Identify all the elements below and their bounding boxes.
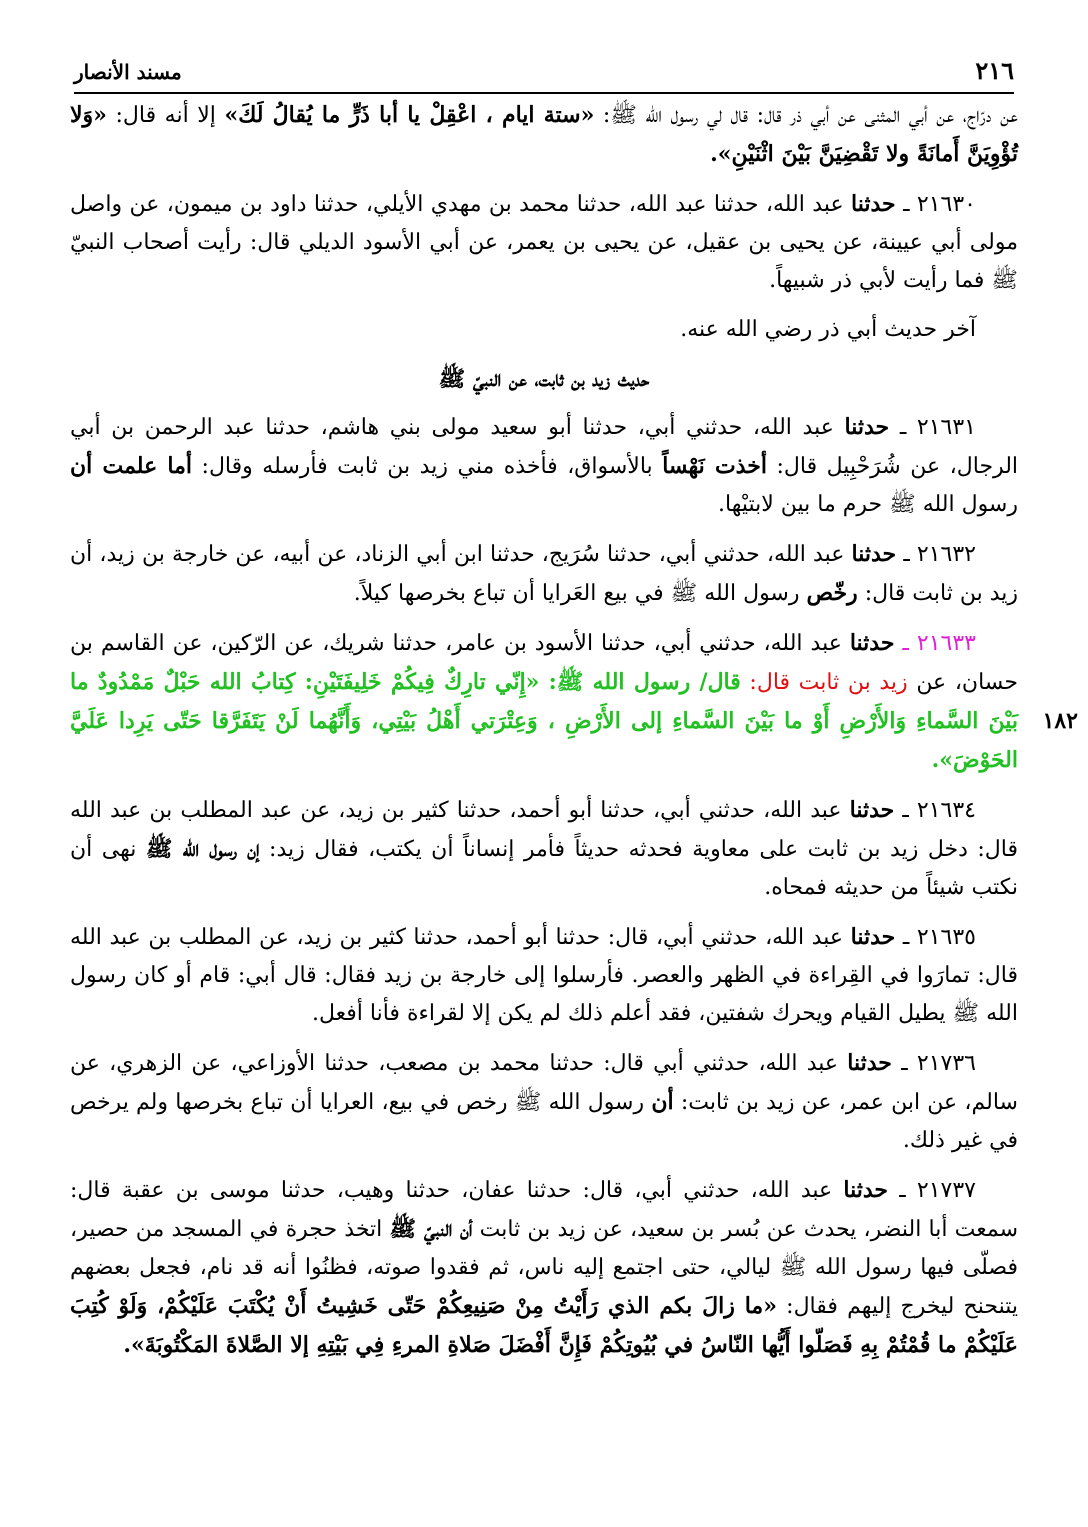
running-title: مسند الأنصار [74, 60, 182, 84]
narrator-highlight: زيد بن ثابت قال: [749, 670, 908, 695]
page-header [74, 52, 1014, 94]
hadith-text: عبد الله، حدثني أبي، حدثنا سُرَيج، حدثنا ابن أبي الزناد، عن أبيه، عن خارجة بن زيد، أن زيد بن ثابت قال: [70, 542, 1018, 606]
hadith-number: ٢١٦٣٤ ـ [902, 798, 976, 823]
hadith-text: عبد الله، حدثني أبي قال: حدثنا محمد بن مصعب، حدثنا الأوزاعي، عن الزهري، عن سالم، عن ابن عمر، عن زيد بن ثابت: [70, 1051, 1018, 1115]
hadith-21736 [70, 1044, 1018, 1160]
hadith-text: رسول الله ﷺ حرم ما بين لابتيْها. [718, 492, 1018, 517]
tahdith-word: حدثنا [849, 630, 895, 656]
hadith-thaqalayn-highlight: قال/ رسول الله ﷺ: «إِنّي تارِكٌ فِيكُمْ خَلِيفَتَيْنِ: كِتابُ الله حَبْلٌ مَمْدُودٌ ما بَيْنَ السَّماءِ وَالأَرْضِ أَوْ ما بَيْنَ السَّماءِ إلى الأَرْضِ ، وَعِتْرَتي أَهْلُ بَيْتِي، وَأَنَّهُما لَنْ يَتَفَرَّقا حَتّى يَرِدا عَلَيَّ الحَوْضَ». [70, 669, 1018, 773]
text: آخر حديث أبي ذر رضي الله عنه. [680, 317, 976, 342]
hadith-number: ٢١٦٣٥ ـ [902, 925, 976, 950]
hadith-text: عبد الله، حدثني أبي، قال: حدثنا أبو أحمد، حدثنا كثير بن زيد، عن المطلب بن عبد الله قال: تمارَوا في القِراءة في الظهر والعصر. فأرسلوا إلى خارجة بن زيد فقال: قال أبي: قام أو كان رسول الله ﷺ يطيل القيام ويحرك شفتين، فقد أعلم ذلك لم يكن إلا لقراءة فأنا أفعل. [70, 925, 1018, 1026]
hadith-text: بالأسواق، فأخذه مني زيد بن ثابت فأرسله وقال: [201, 454, 653, 479]
hadith-21633 [70, 624, 1018, 780]
hadith-21630 [70, 185, 1018, 300]
paragraph-continuation [70, 96, 1018, 174]
hadith-number-highlighted: ٢١٦٣٣ ـ [902, 631, 976, 656]
hadith-text: عبد الله، حدثني أبي، قال: حدثنا عفان، حدثنا وهيب، حدثنا موسى بن عقبة قال: سمعت أبا النضر، يحدث عن بُسر بن سعيد، عن زيد بن ثابت [70, 1178, 1018, 1242]
hadith-text: رسول الله ﷺ في بيع العَرايا أن تباع بخرصها كيلاً. [353, 581, 800, 606]
hadith-text: نهى أن نكتب شيئاً من حديثه فمحاه. [70, 837, 1018, 900]
closing-note [70, 311, 1018, 349]
hadith-text: عبد الله، حدثني أبي، حدثنا الأسود بن عامر، حدثنا شريك، عن الرّكين، عن القاسم بن حسان، عن [70, 631, 1019, 695]
hadith-21631 [70, 408, 1018, 524]
hadith-number: ٢١٦٣٢ ـ [903, 542, 976, 567]
hadith-text: عبد الله، حدثني أبي، حدثنا أبو سعيد مولى بني هاشم، حدثنا عبد الرحمن بن أبي الرجال، عن شُرَحْبِيل قال: [70, 415, 1019, 479]
bold-text: أخذت نَهْساً [662, 453, 767, 479]
hadith-text: عبد الله، حدثنا عبد الله، حدثنا محمد بن مهدي الأيلي، حدثنا داود بن ميمون، عن واصل مولى أبي عيينة، عن يحيى بن عقيل، عن يحيى بن يعمر، عن أبي الأسود الديلي قال: رأيت أصحاب النبيّ ﷺ فما رأيت لأبي ذر شبيهاً. [70, 192, 1018, 293]
margin-reference-number: ١٨٢ [1042, 708, 1078, 734]
hadith-21635 [70, 918, 1018, 1033]
bold-text: أن النبيّ ﷺ [389, 1216, 473, 1242]
tahdith-word: حدثنا [844, 414, 890, 440]
hadith-21632 [70, 535, 1018, 613]
bold-text: إن رسول الله ﷺ [145, 836, 260, 862]
bold-text: أن [651, 1089, 674, 1115]
tahdith-word: حدثنا [849, 797, 895, 823]
tahdith-word: حدثنا [843, 1177, 889, 1203]
section-heading: حديث زيد بن ثابت، عن النبيّ ﷺ [438, 366, 650, 392]
text: عن درّاج، عن أبي المثنى عن أبي ذر قال: قال لي رسول الله ﷺ: [602, 103, 1019, 128]
hadith-number: ٢١٦٣٠ ـ [903, 192, 976, 217]
hadith-number: ٢١٧٣٦ ـ [901, 1051, 976, 1076]
hadith-number: ٢١٧٣٧ ـ [899, 1178, 976, 1203]
text: إلا أنه قال: [115, 103, 216, 128]
hadith-21737 [70, 1171, 1018, 1365]
hadith-quote: «وَلا تُؤْوِيَنَّ أَمانَةً ولا تَقْضِيَنَّ بَيْنَ اثْنَيْنِ». [70, 102, 1018, 167]
hadith-quote: «ما زالَ بكم الذي رَأَيْتُ مِنْ صَنِيعِكُمْ حَتّى خَشِيتُ أَنْ يُكْتَبَ عَلَيْكُمْ، وَلَوْ كُتِبَ عَلَيْكُمْ ما قُمْتُمْ بِهِ فَصَلّوا أَيُّها النّاسُ في بُيُوتِكُمْ فَإِنَّ أَفْضَلَ صَلاةِ المرءِ فِي بَيْتِهِ إلا الصَّلاةَ المَكْتُوبَةَ». [70, 1293, 1018, 1358]
tahdith-word: حدثنا [851, 191, 896, 217]
hadith-quote: «ستة ايام ، اعْقِلْ يا أبا ذَرٍّ ما يُقالُ لَكَ» [224, 102, 595, 128]
hadith-21634 [70, 791, 1018, 907]
hadith-number: ٢١٦٣١ ـ [899, 415, 976, 440]
main-text [70, 96, 1018, 1376]
tahdith-word: حدثنا [847, 1050, 892, 1076]
bold-text: رخّص [806, 580, 858, 606]
hadith-text: اتخذ حجرة في المسجد من حصير، فصلّى فيها رسول الله ﷺ ليالي، حتى اجتمع إليه ناس، ثم فقدوا صوته، فظنُوا أنه قد نام، فجعل بعضهم يتنحنح ليخرج إليهم فقال: [70, 1217, 1018, 1319]
hadith-text: رسول الله ﷺ رخص في بيع، العرايا أن تباع بخرصها ولم يرخص في غير ذلك. [70, 1090, 1018, 1153]
hadith-text: عبد الله، حدثني أبي، حدثنا أبو أحمد، حدثنا كثير بن زيد، عن عبد المطلب بن عبد الله قال: دخل زيد بن ثابت على معاوية فحدثه حديثاً فأمر إنساناً أن يكتب، فقال زيد: [70, 798, 1018, 862]
tahdith-word: حدثنا [850, 924, 896, 950]
page-number: ٢١٦ [975, 56, 1014, 85]
tahdith-word: حدثنا [851, 541, 897, 567]
bold-text: أما علمت أن [70, 453, 192, 479]
